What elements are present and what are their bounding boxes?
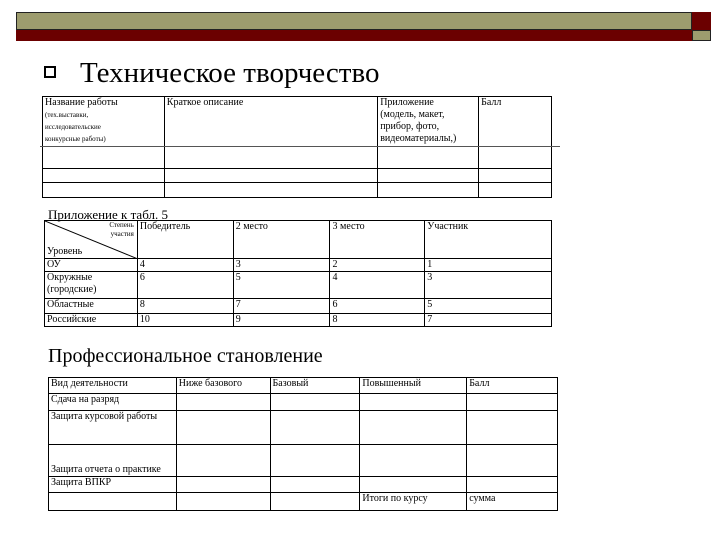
column-header: Ниже базового <box>176 378 270 394</box>
section-subtitle: Профессиональное становление <box>48 345 323 367</box>
column-header: Балл <box>467 378 558 394</box>
table-row: Сдача на разряд <box>49 394 558 411</box>
table-row: Окружные (городские) 6 5 4 3 <box>45 272 552 299</box>
table-row <box>43 169 552 183</box>
column-header: Участник <box>425 221 552 259</box>
header-bar-red <box>16 30 692 41</box>
technical-creativity-table <box>42 96 552 198</box>
column-header: Базовый <box>270 378 360 394</box>
header-description: Краткое описание <box>164 97 377 169</box>
header-attachment: Приложение (модель, макет, прибор, фото, видеоматериалы,) <box>378 97 479 169</box>
corner-cell: Степень участия Уровень <box>45 221 138 259</box>
table-row: Защита ВПКР <box>49 477 558 493</box>
table-row: Областные 8 7 6 5 <box>45 299 552 314</box>
stray-line <box>40 146 560 147</box>
header-score: Балл <box>479 97 552 169</box>
column-header: Победитель <box>137 221 233 259</box>
table-row <box>43 183 552 198</box>
column-header: Вид деятельности <box>49 378 177 394</box>
column-header: 2 место <box>233 221 330 259</box>
table-row: Защита отчета о практике <box>49 445 558 477</box>
corner-square-red <box>692 12 711 30</box>
column-header: 3 место <box>330 221 425 259</box>
points-table <box>44 220 552 327</box>
table-row: Российские 10 9 8 7 <box>45 314 552 327</box>
table-row: ОУ 4 3 2 1 <box>45 259 552 272</box>
table-row: Защита курсовой работы <box>49 411 558 445</box>
header-work-name: Название работы (тех.выставки, исследовательские конкурсные работы) <box>43 97 165 169</box>
slide-title: Техническое творчество <box>80 57 380 89</box>
professional-table <box>48 377 558 511</box>
corner-square-olive <box>692 30 711 41</box>
column-header: Повышенный <box>360 378 467 394</box>
table2-caption: Приложение к табл. 5 <box>48 207 168 222</box>
total-row: Итоги по курсу сумма <box>49 493 558 511</box>
bullet-square-icon <box>44 66 56 78</box>
header-bar-olive <box>16 12 692 30</box>
